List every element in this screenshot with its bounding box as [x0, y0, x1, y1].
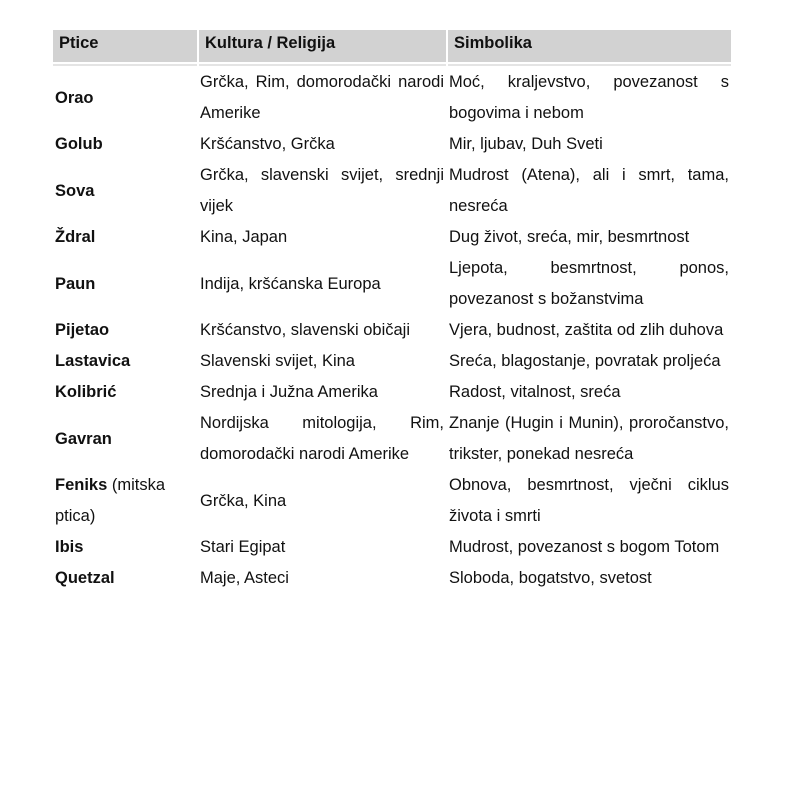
bird-name-text: Feniks [55, 476, 108, 494]
symbolism-cell: Znanje (Hugin i Munin), proročanstvo, trikster, ponekad nesreća [449, 414, 729, 463]
culture-cell: Stari Egipat [200, 538, 286, 556]
bird-name-text: Ždral [55, 228, 96, 246]
symbolism-cell: Dug život, sreća, mir, besmrtnost [449, 228, 690, 246]
bird-name-text: Ibis [55, 538, 84, 556]
symbolism-cell: Ljepota, besmrtnost, ponos, povezanost s božanstvima [449, 259, 729, 308]
table-body [53, 64, 731, 594]
table-row [53, 346, 731, 377]
table-row [53, 222, 731, 253]
table-row [53, 315, 731, 346]
table-row [53, 408, 731, 470]
symbolism-cell: Radost, vitalnost, sreća [449, 383, 621, 401]
bird-name [53, 563, 197, 594]
symbolism-cell: Sloboda, bogatstvo, svetost [449, 569, 652, 587]
culture-cell: Srednja i Južna Amerika [200, 383, 378, 401]
culture-cell: Kršćanstvo, Grčka [200, 135, 335, 153]
bird-name-text: Lastavica [55, 352, 131, 370]
culture-cell: Maje, Asteci [200, 569, 289, 587]
culture-cell: Kršćanstvo, slavenski običaji [200, 321, 411, 339]
header-symbolism: Simbolika [448, 30, 731, 64]
culture-cell: Grčka, Rim, domorodački narodi Amerike [200, 73, 444, 122]
bird-name [53, 346, 197, 377]
symbolism-cell: Sreća, blagostanje, povratak proljeća [449, 352, 721, 370]
table-row [53, 563, 731, 594]
bird-name-text: Gavran [55, 429, 112, 448]
symbolism-cell: Moć, kraljevstvo, povezanost s bogovima i nebom [449, 73, 729, 122]
table-row [53, 253, 731, 315]
culture-cell: Indija, kršćanska Europa [200, 274, 381, 293]
table-row [53, 532, 731, 563]
symbolism-cell: Vjera, budnost, zaštita od zlih duhova [449, 321, 724, 339]
bird-name [53, 315, 197, 346]
bird-name [53, 470, 197, 532]
bird-name [53, 64, 197, 129]
table-row [53, 160, 731, 222]
bird-name-note: (mitska ptica) [55, 476, 166, 525]
bird-name [53, 377, 197, 408]
bird-name [53, 129, 197, 160]
symbolism-cell: Mir, ljubav, Duh Sveti [449, 135, 603, 153]
culture-cell: Grčka, Kina [200, 491, 287, 510]
bird-name-text: Quetzal [55, 569, 115, 587]
header-birds: Ptice [53, 30, 197, 64]
culture-cell: Grčka, slavenski svijet, srednji vijek [200, 166, 444, 215]
culture-cell: Nordijska mitologija, Rim, domorodački narodi Amerike [200, 414, 444, 463]
header-culture-religion: Kultura / Religija [199, 30, 446, 64]
bird-name [53, 160, 197, 222]
bird-name [53, 408, 197, 470]
culture-cell: Slavenski svijet, Kina [200, 352, 355, 370]
bird-name [53, 253, 197, 315]
table-row [53, 64, 731, 129]
bird-name-text: Orao [55, 88, 94, 107]
bird-name-text: Golub [55, 135, 103, 153]
header-row [53, 30, 731, 64]
symbolism-cell: Obnova, besmrtnost, vječni ciklus života i smrti [449, 476, 729, 525]
bird-name [53, 222, 197, 253]
bird-name-text: Kolibrić [55, 383, 117, 401]
bird-name-text: Pijetao [55, 321, 110, 339]
symbolism-cell: Mudrost (Atena), ali i smrt, tama, nesreća [449, 166, 729, 215]
table-row [53, 129, 731, 160]
symbolism-cell: Mudrost, povezanost s bogom Totom [449, 538, 720, 556]
table-header [53, 30, 731, 64]
bird-name [53, 532, 197, 563]
table-row [53, 470, 731, 532]
bird-symbolism-table [51, 30, 733, 594]
culture-cell: Kina, Japan [200, 228, 288, 246]
bird-name-text: Sova [55, 181, 95, 200]
bird-name-text: Paun [55, 274, 96, 293]
table-row [53, 377, 731, 408]
